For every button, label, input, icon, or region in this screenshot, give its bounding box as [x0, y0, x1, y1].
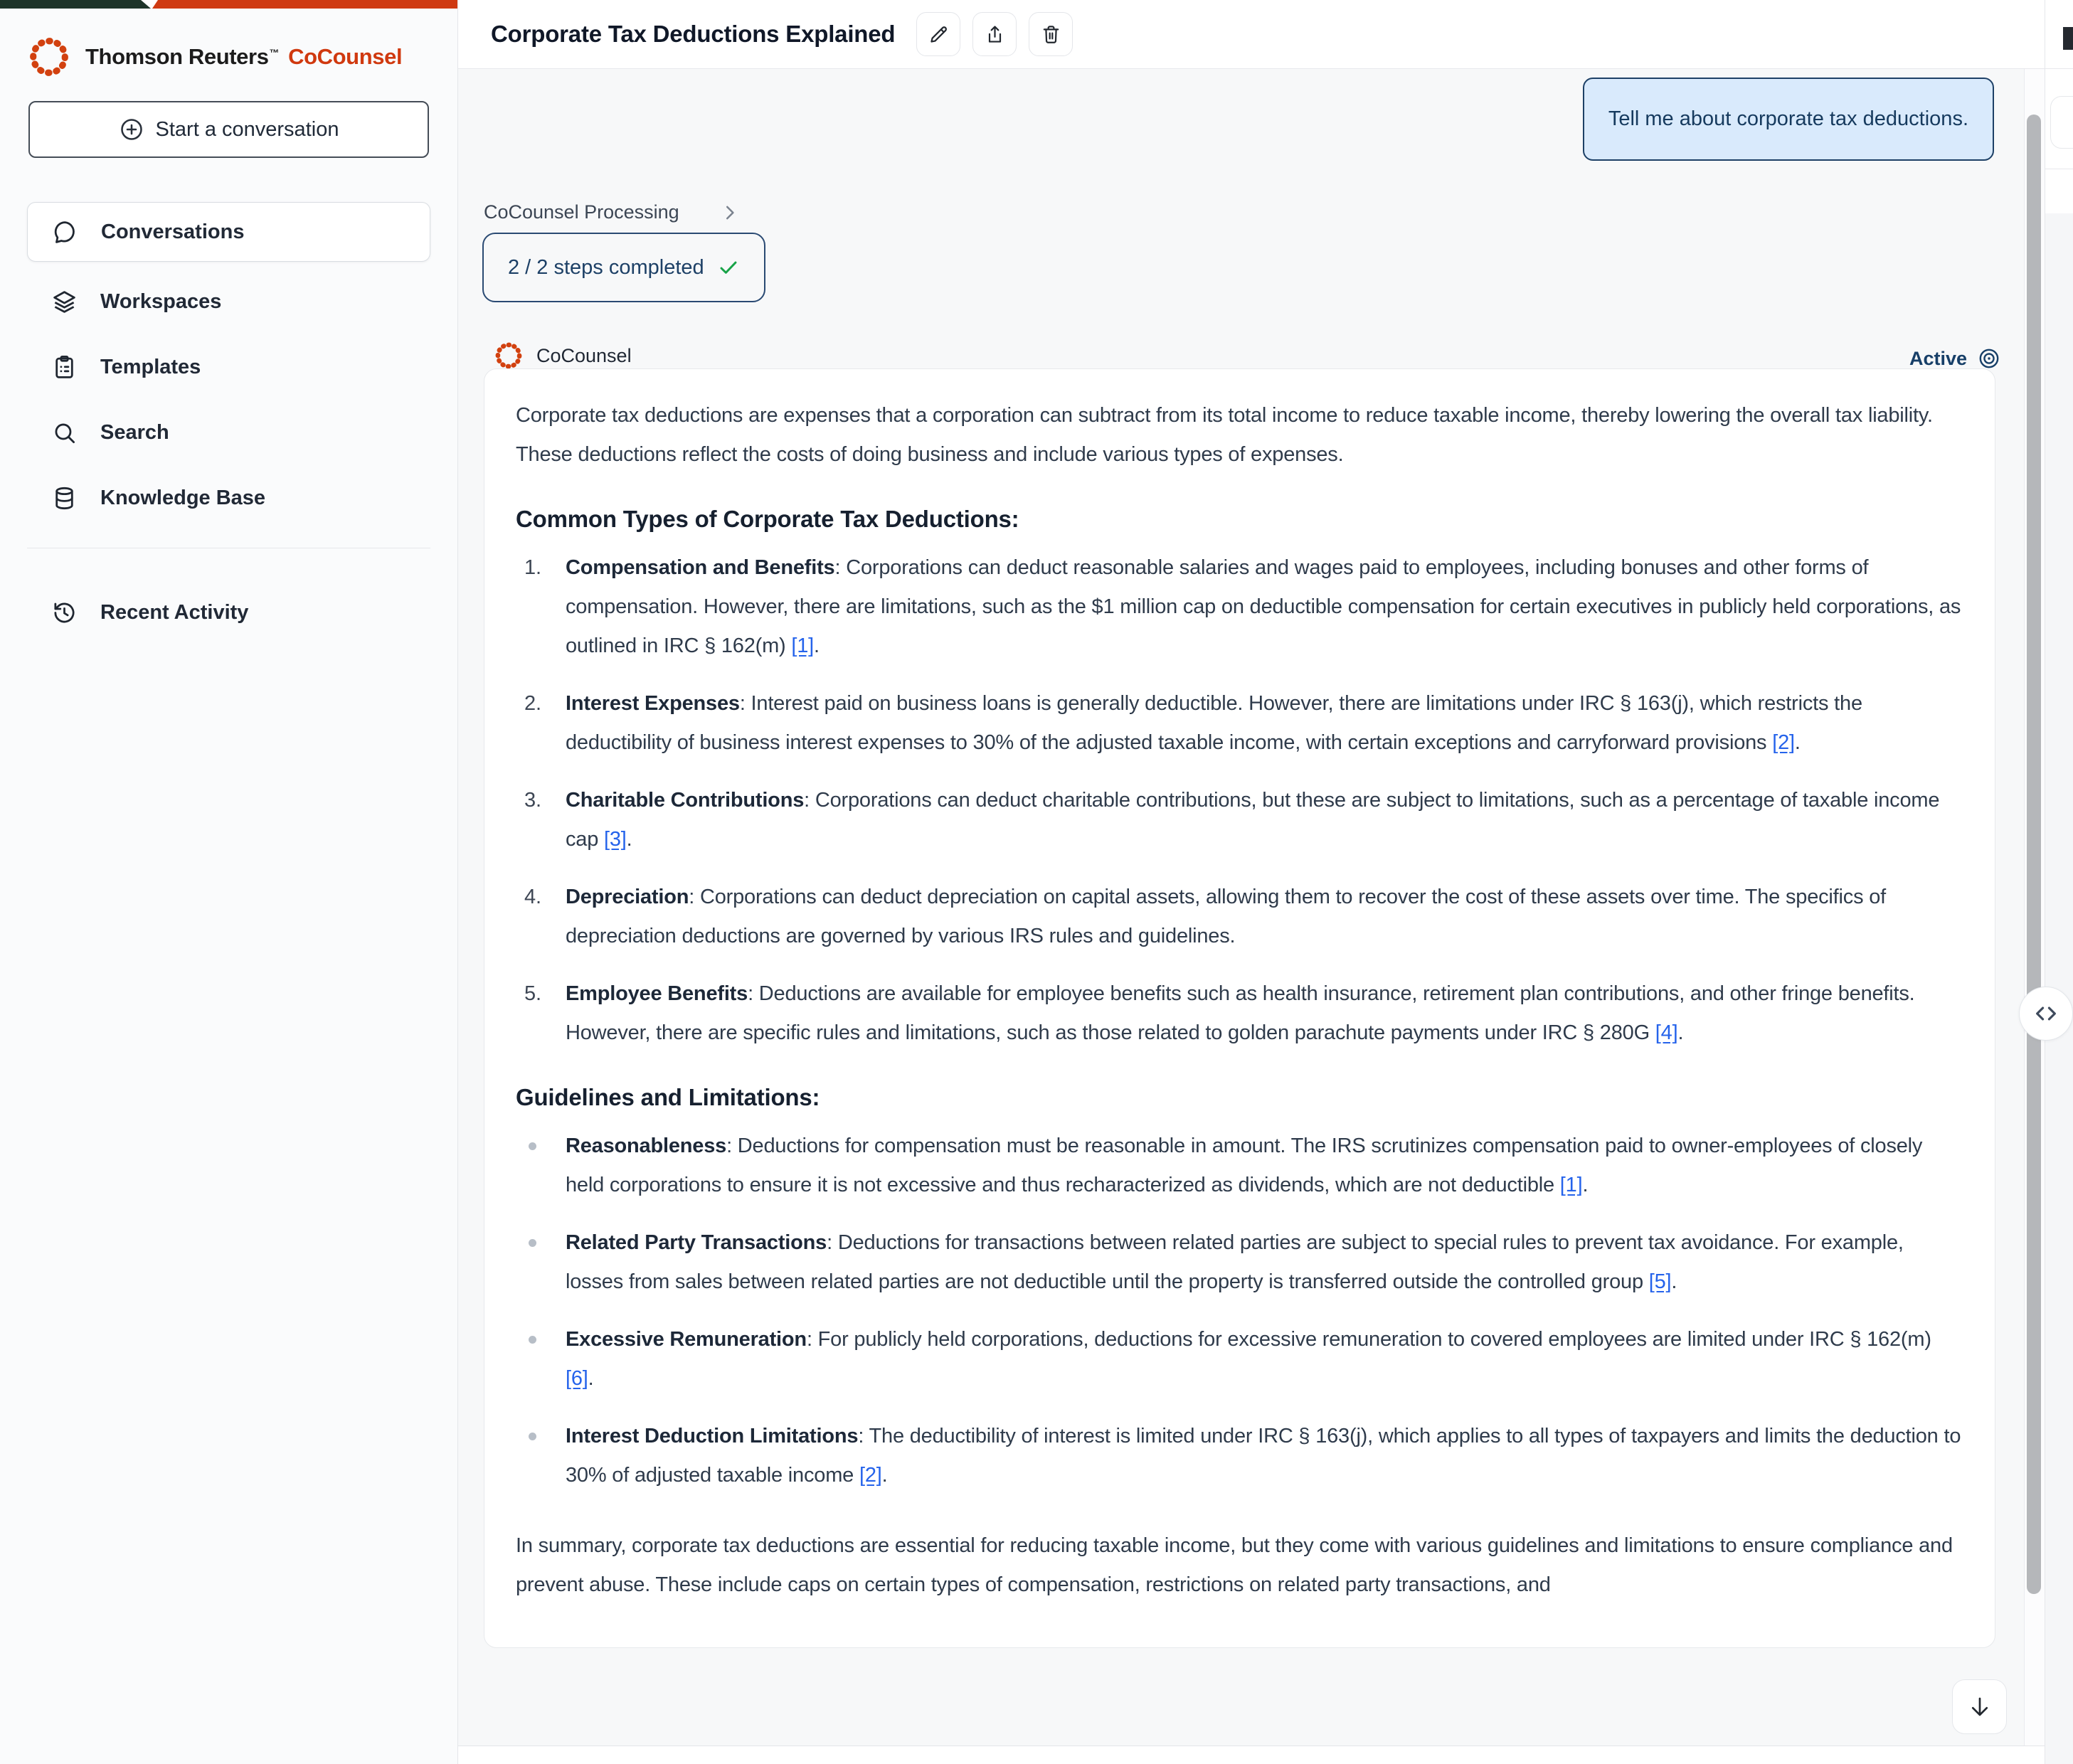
sidebar-item-workspaces[interactable] [27, 269, 430, 334]
database-icon [51, 485, 78, 511]
sidebar-item-label: Templates [100, 355, 201, 378]
response-list-item: Charitable Contributions: Corporations can deduct charitable contributions, but these are subject to limitations, such as a percentage of taxable income cap [3]. [566, 789, 1940, 851]
checkmark-icon [717, 256, 740, 279]
processing-disclosure[interactable] [484, 201, 741, 223]
history-icon [51, 600, 78, 626]
secondary-pane-title-fragment [2063, 27, 2073, 50]
chat-scrollbar-thumb[interactable] [2027, 115, 2041, 1594]
status-label: Active [1909, 347, 1967, 369]
bullseye-icon [1977, 346, 2001, 371]
sidebar-item-label: Recent Activity [100, 600, 249, 624]
split-view-toggle-button[interactable] [2019, 987, 2073, 1041]
secondary-pane-gap [2045, 169, 2073, 213]
cocounsel-avatar-icon [494, 341, 524, 371]
sidebar-item-search[interactable] [27, 400, 430, 465]
product-name: CoCounsel [288, 44, 403, 69]
bulleted-list [516, 1127, 1963, 1495]
citation-link[interactable]: [6] [566, 1367, 588, 1390]
steps-completed-label: 2 / 2 steps completed [508, 255, 704, 279]
sidebar-item-label: Conversations [101, 220, 245, 243]
citation-link[interactable]: [2] [1772, 731, 1795, 754]
sidebar [0, 0, 458, 1764]
brand-name: Thomson Reuters [85, 44, 269, 69]
response-intro: Corporate tax deductions are expenses that a corporation can subtract from its total income to reduce taxable income, thereby lowering the overall tax liability. These deductions reflect the costs of doing business and include various types of expenses. [516, 404, 1933, 466]
assistant-identity [494, 341, 632, 371]
chat-scrollbar-track[interactable] [2024, 69, 2045, 1746]
response-summary: In summary, corporate tax deductions are essential for reducing taxable income, but they come with various guidelines and limitations to ensure compliance and prevent abuse. These include caps on certain types of compensation, restrictions on related party transactions, and [516, 1534, 1953, 1596]
processing-label: CoCounsel Processing [484, 201, 679, 223]
citation-link[interactable]: [4] [1655, 1021, 1678, 1044]
citation-link[interactable]: [1] [1559, 1174, 1583, 1196]
section-heading: Guidelines and Limitations: [516, 1084, 820, 1110]
header-actions [916, 12, 1073, 56]
main-pane [458, 0, 2045, 1764]
chat-scroll-region [458, 69, 2045, 1746]
citation-link[interactable]: [3] [604, 828, 627, 851]
assistant-name: CoCounsel [536, 344, 632, 366]
scroll-to-bottom-button[interactable] [1952, 1679, 2007, 1734]
composer-area-edge [458, 1746, 2045, 1764]
response-sections [516, 506, 1963, 1495]
sidebar-item-templates[interactable] [27, 334, 430, 400]
edit-title-button[interactable] [916, 12, 960, 56]
sidebar-item-label: Workspaces [100, 289, 222, 313]
layers-icon [51, 289, 78, 315]
cocounsel-logo-icon [27, 35, 71, 79]
steps-completed-chip[interactable] [482, 233, 765, 302]
sidebar-item-label: Search [100, 420, 169, 444]
secondary-pane-partial-button[interactable] [2050, 96, 2073, 149]
response-list-item: Reasonableness: Deductions for compensation must be reasonable in amount. The IRS scrutinizes compensation paid to owner-employees of closely held corporations to ensure it is not excessive and thus recharacterized as dividends, which are not deductible [1]. [524, 1127, 1963, 1205]
response-list-item: Compensation and Benefits: Corporations can deduct reasonable salaries and wages paid to employees, including bonuses and other forms of compensation. However, there are limitations, such as the $1 million cap on deductible compensation for certain executives in publicly held corporations, as outlined in IRC § 162(m) [1]. [566, 556, 1961, 657]
share-button[interactable] [972, 12, 1017, 56]
pencil-icon [928, 23, 950, 46]
search-icon [51, 420, 78, 446]
response-list-item: Interest Deduction Limitations: The deductibility of interest is limited under IRC § 163(j), which applies to all types of taxpayers and limits the deduction to 30% of adjusted taxable income [2]. [524, 1417, 1963, 1495]
sidebar-item-label: Knowledge Base [100, 486, 266, 509]
ordered-list [516, 548, 1963, 1053]
sidebar-item-knowledge-base[interactable] [27, 465, 430, 531]
response-list-item: Excessive Remuneration: For publicly held corporations, deductions for excessive remuneration to covered employees are limited under IRC § 162(m) [6]. [524, 1320, 1963, 1398]
response-list-item: Employee Benefits: Deductions are available for employee benefits such as health insurance, retirement plan contributions, and other fringe benefits. However, there are specific rules and limitations, such as those related to golden parachute payments under IRC § 280G [4]. [566, 982, 1915, 1044]
brand-wordmark [85, 44, 402, 70]
chevron-right-icon [719, 202, 741, 223]
citation-link[interactable]: [2] [859, 1464, 882, 1487]
strip-green-segment [0, 0, 151, 9]
citation-link[interactable]: [5] [1648, 1270, 1672, 1293]
assistant-response-card [484, 368, 1995, 1648]
brand-logo [27, 34, 457, 80]
section-heading: Common Types of Corporate Tax Deductions: [516, 506, 1019, 532]
sidebar-item-conversations[interactable] [27, 202, 430, 262]
sidebar-nav [0, 202, 457, 531]
trash-icon [1040, 23, 1062, 46]
response-list-item: Depreciation: Corporations can deduct depreciation on capital assets, allowing them to recover the cost of these assets over time. The specifics of depreciation deductions are governed by various IRS rules and guidelines. [566, 886, 1887, 947]
start-conversation-button[interactable] [28, 101, 429, 158]
citation-link[interactable]: [1] [791, 634, 815, 657]
code-chevrons-icon [2032, 1000, 2059, 1027]
speech-bubble-icon [52, 219, 78, 245]
delete-button[interactable] [1029, 12, 1073, 56]
secondary-pane-header [2045, 0, 2073, 69]
secondary-pane-toolbar [2045, 69, 2073, 169]
share-icon [984, 23, 1006, 46]
response-list-item: Interest Expenses: Interest paid on business loans is generally deductible. However, there are limitations under IRC § 163(j), which restricts the deductibility of business interest expenses to 30% of the adjusted taxable income, with certain exceptions and carryforward provisions [2]. [566, 692, 1862, 754]
secondary-pane-sliver [2045, 0, 2073, 1764]
sidebar-item-recent-activity[interactable] [27, 580, 430, 645]
chat-column [458, 69, 2024, 1746]
user-message-bubble: Tell me about corporate tax deductions. [1583, 78, 1994, 161]
trademark: ™ [269, 46, 280, 58]
brand-progress-strip [0, 0, 457, 9]
response-list-item: Related Party Transactions: Deductions for transactions between related parties are subject to special rules to prevent tax avoidance. For example, losses from sales between related parties are not deductible until the property is transferred outside the controlled group [5]. [524, 1223, 1963, 1302]
strip-red-segment [151, 0, 457, 9]
conversation-header [458, 0, 2045, 69]
plus-circle-icon [119, 117, 144, 142]
clipboard-icon [51, 354, 78, 381]
page-title: Corporate Tax Deductions Explained [491, 21, 896, 47]
start-conversation-label: Start a conversation [155, 117, 339, 141]
arrow-down-icon [1967, 1694, 1993, 1720]
status-badge [1909, 346, 2001, 371]
